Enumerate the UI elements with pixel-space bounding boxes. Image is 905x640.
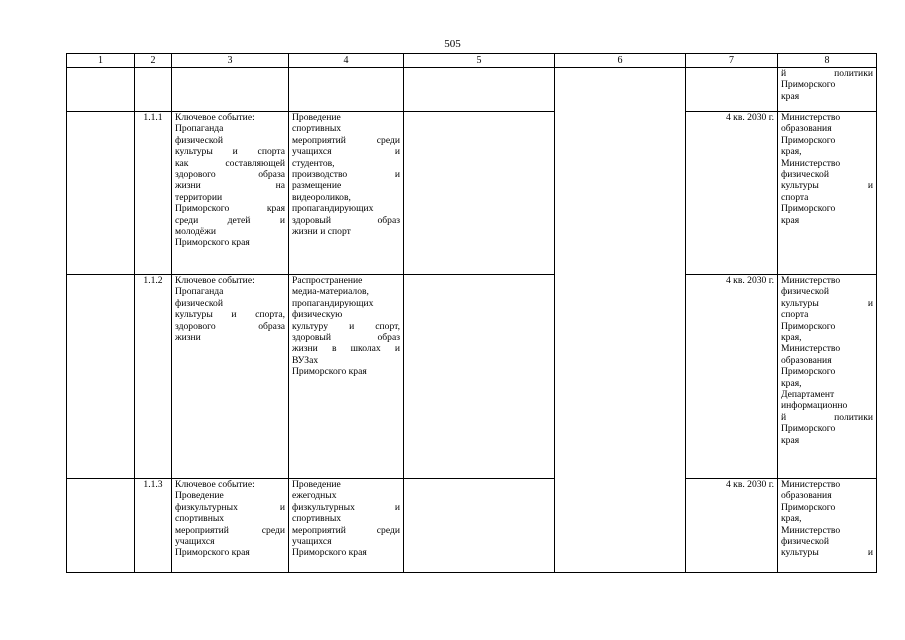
item-number: 1.1.2	[135, 275, 172, 479]
text-line: Ключевое событие:	[175, 479, 255, 490]
text-line: мероприятий среди	[292, 134, 400, 146]
activity-cell	[289, 479, 404, 573]
text-line: пропагандирующих	[292, 203, 374, 215]
text-line: Пропаганда	[175, 286, 224, 298]
item-number: 1.1.3	[135, 479, 172, 573]
text-line: жизни в школах и	[292, 343, 400, 355]
text-line: информационно	[781, 400, 848, 412]
text-line: Проведение	[292, 479, 341, 490]
text-line: среди детей и	[175, 214, 285, 226]
text-line: спорта	[781, 309, 809, 321]
column-number: 2	[135, 54, 172, 68]
deadline-cell: 4 кв. 2030 г.	[686, 479, 778, 573]
event-cell	[172, 275, 289, 479]
text-line: Приморского	[781, 501, 836, 513]
text-line: Приморского края	[175, 203, 285, 215]
text-line: края	[781, 90, 800, 102]
table-cell	[289, 68, 404, 112]
text-line: здоровый образ	[292, 214, 400, 226]
text-line: Приморского	[781, 423, 836, 435]
text-line: молодёжи	[175, 226, 216, 238]
text-line: края	[781, 434, 800, 446]
column-number-row	[67, 54, 877, 68]
text-line: спортивных	[175, 513, 225, 525]
table-cell	[404, 479, 555, 573]
responsible-cell	[778, 479, 877, 573]
text-line: Приморского	[781, 320, 836, 332]
text-line: физической	[781, 536, 829, 548]
text-line: культуры и спорта,	[175, 309, 285, 321]
text-line: образования	[781, 354, 832, 366]
text-line: пропагандирующих	[292, 297, 374, 309]
text-line: й политики	[781, 68, 873, 79]
text-line: производство и	[292, 169, 400, 181]
text-line: культуры и	[781, 180, 873, 192]
continuation-row	[67, 68, 877, 112]
table-row	[67, 112, 877, 275]
text-line: Департамент	[781, 389, 835, 401]
table-cell	[172, 68, 289, 112]
text-line: Приморского	[781, 134, 836, 146]
text-line: Приморского края	[292, 366, 367, 378]
text-line: образования	[781, 123, 832, 135]
column-number: 3	[172, 54, 289, 68]
text-line: Министерство	[781, 157, 841, 169]
text-line: Министерство	[781, 524, 841, 536]
table-cell	[404, 112, 555, 275]
table-cell	[67, 68, 135, 112]
table-cell	[67, 479, 135, 573]
page-number: 505	[444, 38, 461, 50]
text-line: жизни и спорт	[292, 226, 351, 238]
text-line: здорового образа	[175, 320, 285, 332]
text-line: Приморского края	[175, 547, 250, 559]
table-cell	[686, 68, 778, 112]
text-line: края,	[781, 146, 802, 158]
text-line: культуры и спорта	[175, 146, 285, 158]
column-number: 1	[67, 54, 135, 68]
text-line: Ключевое событие:	[175, 112, 255, 123]
activity-cell	[289, 112, 404, 275]
text-line: й политики	[781, 411, 873, 423]
table-cell	[67, 275, 135, 479]
text-line: культуры и	[781, 297, 873, 309]
table-cell	[404, 68, 555, 112]
text-line: здоровый образ	[292, 332, 400, 344]
text-line: размещение	[292, 180, 342, 192]
text-line: территории	[175, 191, 223, 203]
text-line: здорового образа	[175, 169, 285, 181]
responsible-cell	[778, 112, 877, 275]
text-line: Распространение	[292, 275, 363, 286]
text-line: края,	[781, 513, 802, 525]
text-line: физическую	[292, 309, 343, 321]
text-line: края,	[781, 377, 802, 389]
text-line: ежегодных	[292, 490, 337, 502]
table-cell	[555, 68, 686, 573]
text-line: студентов,	[292, 157, 335, 169]
text-line: Приморского края	[292, 547, 367, 559]
activities-table	[66, 53, 877, 573]
text-line: физической	[175, 297, 223, 309]
text-line: Проведение	[292, 112, 341, 123]
responsible-cell	[778, 68, 877, 112]
text-line: Министерство	[781, 112, 841, 123]
text-line: образования	[781, 490, 832, 502]
text-line: Приморского	[781, 79, 836, 91]
column-number: 5	[404, 54, 555, 68]
table-row	[67, 275, 877, 479]
text-line: Министерство	[781, 275, 841, 286]
column-number: 8	[778, 54, 877, 68]
text-line: Пропаганда	[175, 123, 224, 135]
text-line: учащихся	[175, 536, 215, 548]
responsible-cell	[778, 275, 877, 479]
text-line: спортивных	[292, 513, 342, 525]
table-cell	[135, 68, 172, 112]
text-line: культуры и	[781, 547, 873, 559]
text-line: видеороликов,	[292, 191, 351, 203]
event-cell	[172, 112, 289, 275]
text-line: края,	[781, 332, 802, 344]
text-line: медиа-материалов,	[292, 286, 369, 298]
text-line: культуру и спорт,	[292, 320, 400, 332]
text-line: Приморского края	[175, 237, 250, 249]
item-number: 1.1.1	[135, 112, 172, 275]
text-line: Министерство	[781, 479, 841, 490]
table-row	[67, 479, 877, 573]
text-line: мероприятий среди	[292, 524, 400, 536]
text-line: учащихся и	[292, 146, 400, 158]
text-line: физической	[781, 169, 829, 181]
text-line: физкультурных и	[292, 501, 400, 513]
text-line: Проведение	[175, 490, 224, 502]
text-line: Приморского	[781, 366, 836, 378]
text-line: спорта	[781, 191, 809, 203]
text-line: физкультурных и	[175, 501, 285, 513]
text-line: Приморского	[781, 203, 836, 215]
text-line: ВУЗах	[292, 354, 319, 366]
text-line: Министерство	[781, 343, 841, 355]
table-cell	[404, 275, 555, 479]
text-line: как составляющей	[175, 157, 285, 169]
column-number: 6	[555, 54, 686, 68]
text-line: мероприятий среди	[175, 524, 285, 536]
text-line: жизни на	[175, 180, 285, 192]
deadline-cell: 4 кв. 2030 г.	[686, 112, 778, 275]
event-cell	[172, 479, 289, 573]
text-line: физической	[781, 286, 829, 298]
text-line: Ключевое событие:	[175, 275, 255, 286]
table-cell	[67, 112, 135, 275]
text-line: края	[781, 214, 800, 226]
column-number: 4	[289, 54, 404, 68]
deadline-cell: 4 кв. 2030 г.	[686, 275, 778, 479]
text-line: физической	[175, 134, 223, 146]
text-line: спортивных	[292, 123, 342, 135]
text-line: жизни	[175, 332, 201, 344]
column-number: 7	[686, 54, 778, 68]
activity-cell	[289, 275, 404, 479]
text-line: учащихся	[292, 536, 332, 548]
